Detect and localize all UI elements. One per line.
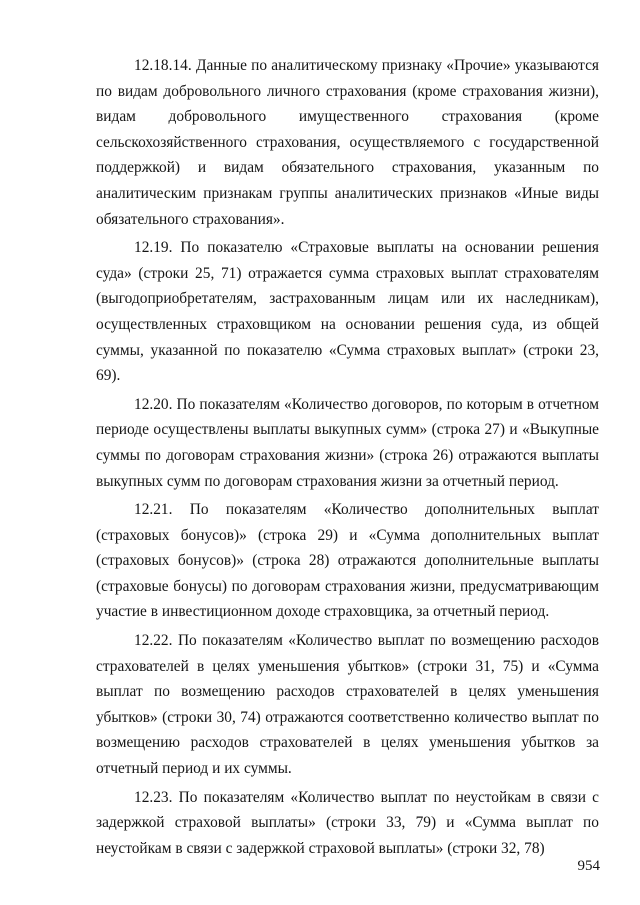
paragraph-12-22: 12.22. По показателям «Количество выплат по возмещению расходов страхователей в целях уменьшения убытков» (строки 31, 75) и «Сумма выплат по возмещению расходов страхователей в целях уменьшения убытков» (строки 30, 74) отражаются соответственно количество выплат по возмещению расходов страхователей в целях уменьшения убытков за отчетный период и их суммы. <box>96 632 599 778</box>
paragraph-12-19: 12.19. По показателю «Страховые выплаты на основании решения суда» (строки 25, 71) отражается сумма страховых выплат страхователям (выгодоприобретателям, застрахованным лицам или их наследникам), осуществленных страховщиком на основании решения суда, из общей суммы, указанной по показателю «Сумма страховых выплат» (строки 23, 69). <box>96 239 599 385</box>
paragraph-12-20: 12.20. По показателям «Количество договоров, по которым в отчетном периоде осуществлены выплаты выкупных сумм» (строка 27) и «Выкупные суммы по договорам страхования жизни» (строка 26) отражаются выплаты выкупных сумм по договорам страхования жизни за отчетный период. <box>96 395 599 490</box>
document-page <box>96 53 599 864</box>
paragraph-12-18-14: 12.18.14. Данные по аналитическому признаку «Прочие» указываются по видам добровольного личного страхования (кроме страхования жизни), видам добровольного имущественного страхования (кроме сельскохозяйственного страхования, осуществляемого с государственной поддержкой) и видам обязательного страхования, указанным по аналитическим признакам группы аналитических признаков «Иные виды обязательного страхования». <box>96 57 599 228</box>
page-number: 954 <box>577 858 600 874</box>
paragraph-12-23: 12.23. По показателям «Количество выплат по неустойкам в связи с задержкой страховой выплаты» (строки 33, 79) и «Сумма выплат по неустойкам в связи с задержкой страховой выплаты» (строки 32, 78) <box>96 788 599 857</box>
paragraph-12-21: 12.21. По показателям «Количество дополнительных выплат (страховых бонусов)» (строка 29) и «Сумма дополнительных выплат (страховых бонусов)» (строка 28) отражаются дополнительные выплаты (страховые бонусы) по договорам страхования жизни, предусматривающим участие в инвестиционном доходе страховщика, за отчетный период. <box>96 501 599 621</box>
